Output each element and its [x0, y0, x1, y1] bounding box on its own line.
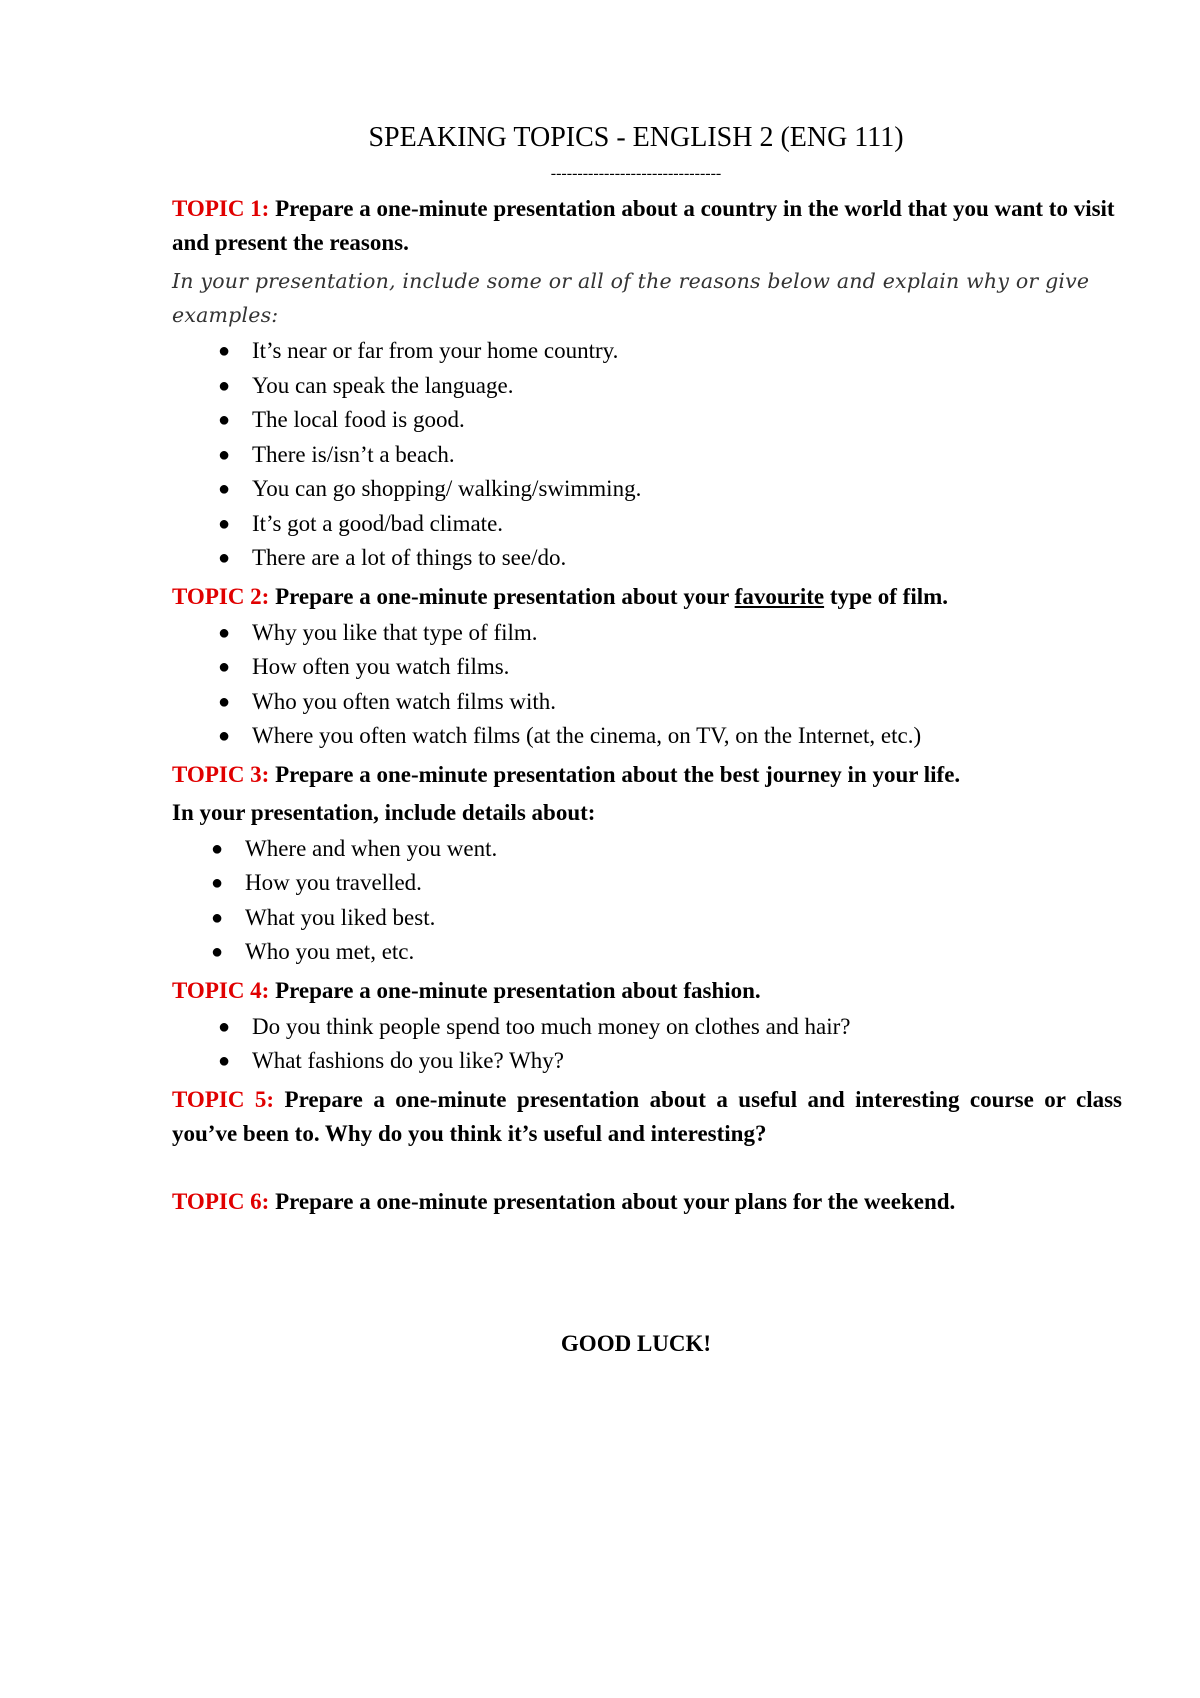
bullet-icon: ● — [218, 512, 231, 535]
document-page — [172, 118, 1122, 1361]
topic-2-label: TOPIC 2: — [172, 583, 270, 609]
topic-2-text-underlined: favourite — [734, 583, 825, 609]
topic-4-list — [172, 1010, 1122, 1079]
bullet-icon: ● — [218, 409, 231, 431]
topic-3-list — [172, 832, 1122, 970]
topic-1-intro: In your presentation, include some or all of the reasons below and explain why or give examples: — [172, 269, 1090, 327]
topic-5-label: TOPIC 5: — [172, 1086, 275, 1112]
list-item: ● The local food is good. — [172, 403, 1122, 438]
topic-6-heading — [172, 1185, 1122, 1219]
closing-message: GOOD LUCK! — [560, 1330, 712, 1356]
list-item: ● Where you often watch films (at the cinema, on TV, on the Internet, etc.) — [172, 719, 1122, 754]
list-item: ● Who you often watch films with. — [172, 685, 1122, 720]
topic-3-intro: In your presentation, include details about: — [172, 799, 596, 825]
topic-2-text-after: type of film. — [829, 583, 949, 609]
bullet-icon: ● — [211, 872, 224, 894]
list-item: ● You can speak the language. — [172, 369, 1122, 404]
topic-4-label: TOPIC 4: — [172, 977, 270, 1003]
bullet-icon: ● — [218, 443, 231, 466]
topic-2-text-before: Prepare a one-minute presentation about your — [275, 583, 729, 609]
bullet-icon: ● — [218, 478, 231, 500]
list-item: ● Who you met, etc. — [172, 935, 1122, 970]
list-item: ● What fashions do you like? Why? — [172, 1044, 1122, 1079]
list-item: ● There are a lot of things to see/do. — [172, 541, 1122, 576]
bullet-icon: ● — [211, 837, 224, 860]
list-item: ● How you travelled. — [172, 866, 1122, 901]
list-item: ● What you liked best. — [172, 901, 1122, 936]
topic-1-heading — [172, 192, 1122, 260]
bullet-icon: ● — [218, 621, 231, 644]
topic-6-label: TOPIC 6: — [172, 1188, 270, 1214]
topic-5-heading — [172, 1083, 1122, 1151]
list-item: ● Why you like that type of film. — [172, 616, 1122, 651]
topic-1-text: Prepare a one-minute presentation about a country in the world that you want to visit and present the reasons. — [172, 196, 1115, 255]
bullet-icon: ● — [218, 656, 231, 678]
list-item: ● How often you watch films. — [172, 650, 1122, 685]
topic-4-text: Prepare a one-minute presentation about fashion. — [275, 977, 761, 1003]
topic-3-text: Prepare a one-minute presentation about the best journey in your life. — [275, 761, 961, 787]
bullet-icon: ● — [218, 725, 231, 747]
list-item: ● There is/isn’t a beach. — [172, 438, 1122, 473]
list-item: ● Where and when you went. — [172, 832, 1122, 867]
topic-4-heading — [172, 974, 1122, 1008]
list-item: ● Do you think people spend too much money on clothes and hair? — [172, 1010, 1122, 1045]
bullet-icon: ● — [218, 690, 231, 713]
bullet-icon: ● — [218, 374, 231, 397]
list-item: ● It’s near or far from your home country. — [172, 334, 1122, 369]
topic-2-heading — [172, 580, 1122, 614]
bullet-icon: ● — [218, 1050, 231, 1072]
bullet-icon: ● — [218, 340, 231, 362]
bullet-icon: ● — [211, 941, 224, 963]
topic-3-heading — [172, 758, 1122, 792]
topic-3-label: TOPIC 3: — [172, 761, 270, 787]
list-item: ● It’s got a good/bad climate. — [172, 507, 1122, 542]
page-title: SPEAKING TOPICS - ENGLISH 2 (ENG 111) — [368, 122, 904, 153]
list-item: ● You can go shopping/ walking/swimming. — [172, 472, 1122, 507]
bullet-icon: ● — [218, 1015, 231, 1038]
bullet-icon: ● — [211, 906, 224, 929]
topic-1-list — [172, 334, 1122, 576]
title-divider: -------------------------------- — [550, 165, 722, 182]
topic-5-text: Prepare a one-minute presentation about a useful and interesting course or class you’ve been to. Why do you think it’s useful and interesting? — [172, 1086, 1123, 1146]
bullet-icon: ● — [218, 547, 231, 569]
topic-1-label: TOPIC 1: — [172, 196, 270, 221]
topic-2-list — [172, 616, 1122, 754]
spacer — [172, 1151, 1122, 1185]
topic-6-text: Prepare a one-minute presentation about your plans for the weekend. — [275, 1188, 956, 1214]
